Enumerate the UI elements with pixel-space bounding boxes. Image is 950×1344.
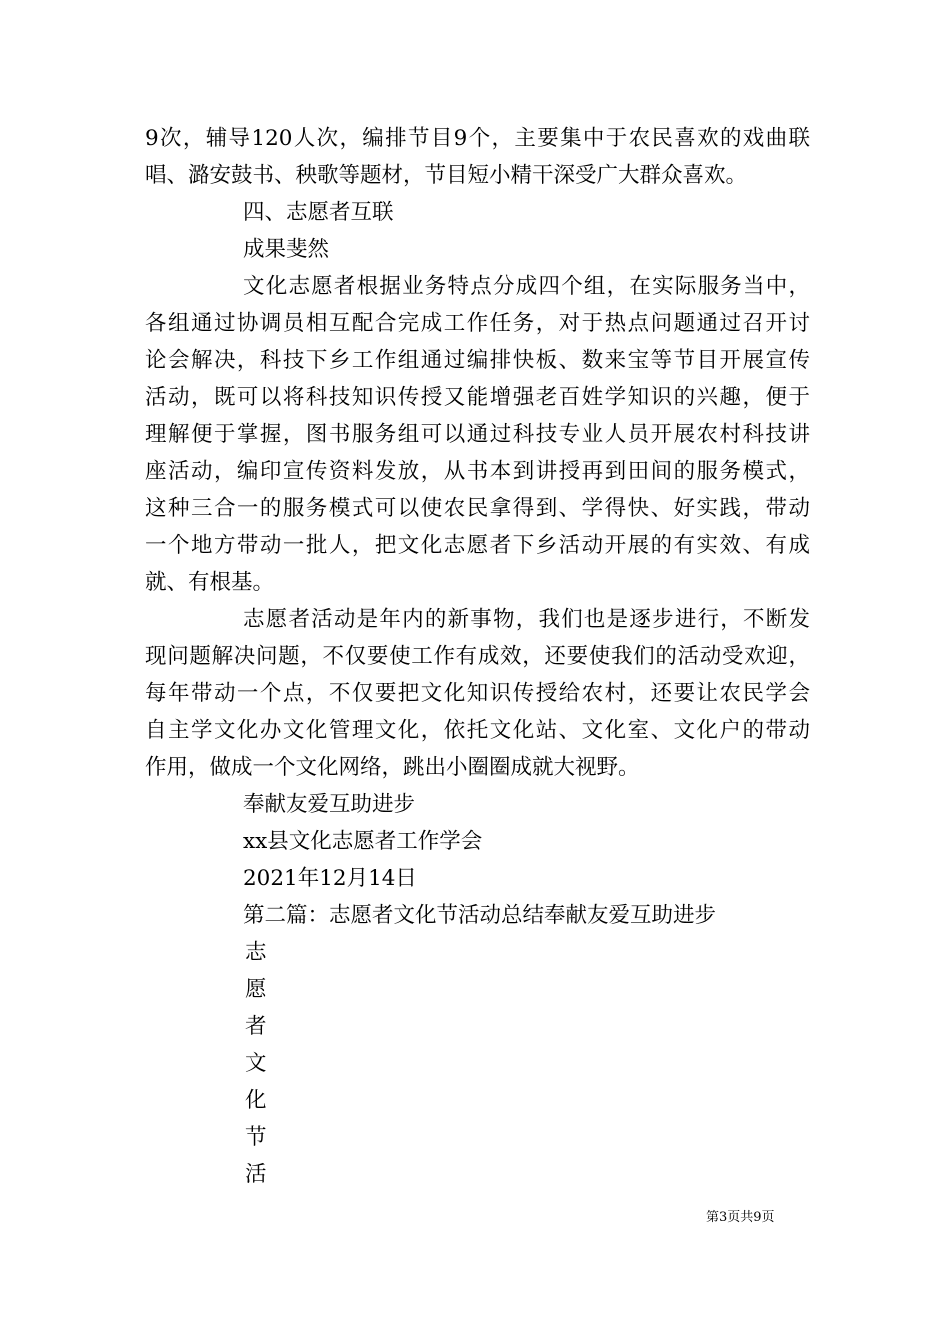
document-body	[145, 120, 810, 1193]
paragraph-line: 作用，做成一个文化网络，跳出小圈圈成就大视野。	[145, 755, 640, 780]
paragraph-line: 理解便于掌握，图书服务组可以通过科技专业人员开展农村科技讲	[145, 422, 810, 447]
vertical-char: 化	[245, 1088, 267, 1113]
section-heading: 四、志愿者互联	[243, 200, 394, 225]
paragraph-line: 活动，既可以将科技知识传授又能增强老百姓学知识的兴趣，便于	[145, 385, 810, 410]
paragraph-line: 每年带动一个点，不仅要把文化知识传授给农村，还要让农民学会	[145, 681, 810, 706]
paragraph-line: 就、有根基。	[145, 570, 275, 595]
paragraph-line: 一个地方带动一批人，把文化志愿者下乡活动开展的有实效、有成	[145, 533, 810, 558]
paragraph-line: 文化志愿者根据业务特点分成四个组，在实际服务当中，	[243, 274, 810, 299]
organization-name: xx县文化志愿者工作学会	[243, 829, 483, 854]
chapter-title: 第二篇：志愿者文化节活动总结奉献友爱互助进步	[243, 903, 717, 928]
page-number-footer: 第3页共9页	[706, 1210, 775, 1225]
document-date: 2021年12月14日	[243, 866, 417, 891]
vertical-char: 活	[245, 1162, 267, 1187]
vertical-char: 文	[245, 1051, 267, 1076]
paragraph-line: 唱、潞安鼓书、秧歌等题材，节目短小精干深受广大群众喜欢。	[145, 163, 748, 188]
subheading: 成果斐然	[243, 237, 330, 262]
vertical-char: 志	[245, 940, 267, 965]
vertical-char: 愿	[245, 977, 267, 1002]
paragraph-line: 现问题解决问题，不仅要使工作有成效，还要使我们的活动受欢迎，	[145, 644, 810, 669]
paragraph-line: 志愿者活动是年内的新事物，我们也是逐步进行，不断发	[243, 607, 810, 632]
paragraph-line: 各组通过协调员相互配合完成工作任务，对于热点问题通过召开讨	[145, 311, 810, 336]
paragraph-line: 座活动，编印宣传资料发放，从书本到讲授再到田间的服务模式，	[145, 459, 810, 484]
paragraph-line: 论会解决，科技下乡工作组通过编排快板、数来宝等节目开展宣传	[145, 348, 810, 373]
vertical-char: 者	[245, 1014, 267, 1039]
vertical-char: 节	[245, 1125, 267, 1150]
paragraph-line: 这种三合一的服务模式可以使农民拿得到、学得快、好实践，带动	[145, 496, 810, 521]
paragraph-line: 9次，辅导120人次，编排节目9个，主要集中于农民喜欢的戏曲联	[145, 126, 810, 151]
motto: 奉献友爱互助进步	[243, 792, 416, 817]
paragraph-line: 自主学文化办文化管理文化，依托文化站、文化室、文化户的带动	[145, 718, 810, 743]
